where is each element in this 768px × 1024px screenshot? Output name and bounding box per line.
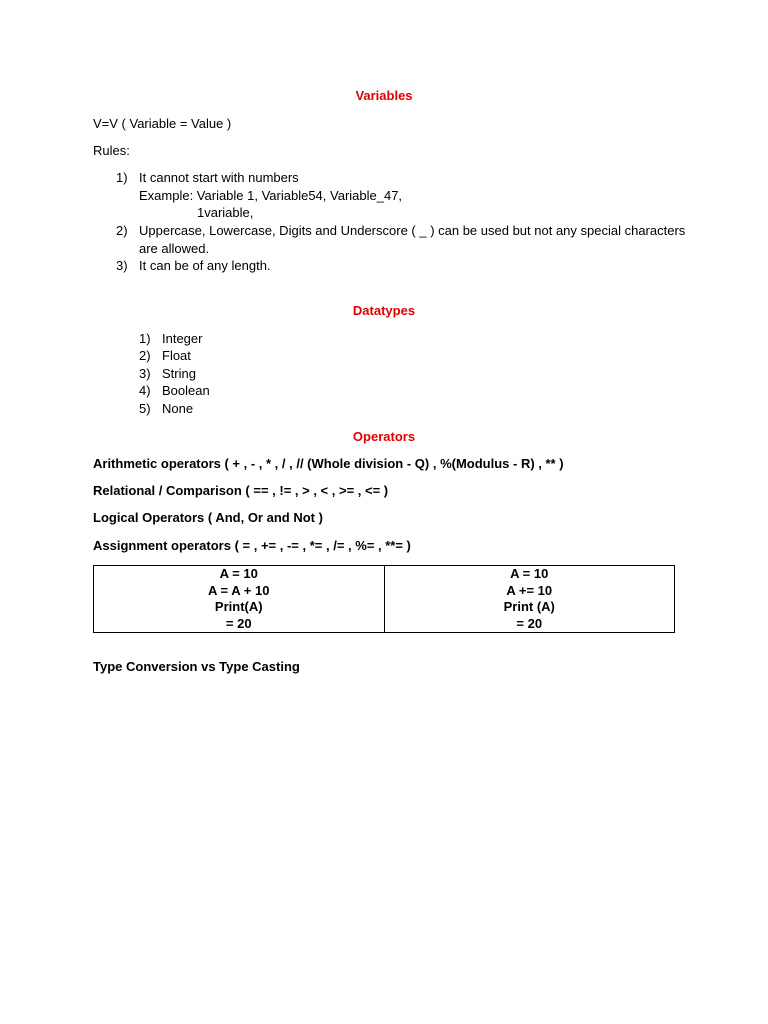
relational-operators: Relational / Comparison ( == , != , > , < , >= , <= ) bbox=[93, 483, 389, 498]
datatypes-heading: Datatypes bbox=[352, 303, 416, 318]
table-row bbox=[94, 566, 675, 633]
datatype-1-text: Integer bbox=[162, 331, 203, 346]
operators-heading: Operators bbox=[352, 429, 416, 444]
type-conversion-heading: Type Conversion vs Type Casting bbox=[93, 659, 300, 674]
rule-3-text: It can be of any length. bbox=[139, 258, 271, 273]
datatype-4-text: Boolean bbox=[162, 383, 210, 398]
rule-1-number: 1) bbox=[116, 170, 128, 185]
left-line-4: = 20 bbox=[225, 615, 252, 631]
assignment-operators: Assignment operators ( = , += , -= , *= , /= , %= , **= ) bbox=[93, 538, 411, 553]
right-line-4: = 20 bbox=[516, 615, 543, 631]
datatype-5-text: None bbox=[162, 401, 194, 416]
right-line-2: A += 10 bbox=[506, 582, 553, 598]
rules-label: Rules: bbox=[93, 143, 130, 158]
left-line-2: A = A + 10 bbox=[208, 582, 270, 598]
variable-definition: V=V ( Variable = Value ) bbox=[93, 116, 232, 131]
table-cell-right bbox=[384, 566, 675, 633]
assignment-example-table bbox=[93, 565, 675, 633]
datatype-2-text: Float bbox=[162, 348, 191, 363]
arithmetic-operators: Arithmetic operators ( + , - , * , / , // (Whole division - Q) , %(Modulus - R) , ** ) bbox=[93, 456, 564, 471]
datatype-5-number: 5) bbox=[139, 401, 151, 416]
rule-1-example: Example: Variable 1, Variable54, Variable_47, bbox=[139, 188, 403, 203]
datatype-3-number: 3) bbox=[139, 366, 151, 381]
table-cell-left bbox=[94, 566, 385, 633]
datatype-2-number: 2) bbox=[139, 348, 151, 363]
left-line-3: Print(A) bbox=[214, 599, 263, 614]
rule-2-text-continued: are allowed. bbox=[139, 241, 210, 256]
right-line-3: Print (A) bbox=[503, 599, 555, 614]
datatype-1-number: 1) bbox=[139, 331, 151, 346]
datatype-4-number: 4) bbox=[139, 383, 151, 398]
rule-1-example-continued: 1variable, bbox=[197, 205, 254, 220]
rule-2-number: 2) bbox=[116, 223, 128, 238]
rule-1-text: It cannot start with numbers bbox=[139, 170, 299, 185]
variables-heading: Variables bbox=[355, 88, 413, 103]
datatype-3-text: String bbox=[162, 366, 196, 381]
rule-3-number: 3) bbox=[116, 258, 128, 273]
right-line-1: A = 10 bbox=[510, 566, 549, 581]
logical-operators: Logical Operators ( And, Or and Not ) bbox=[93, 510, 323, 525]
left-line-1: A = 10 bbox=[219, 566, 258, 581]
rule-2-text: Uppercase, Lowercase, Digits and Underscore ( _ ) can be used but not any special characters bbox=[139, 223, 686, 238]
